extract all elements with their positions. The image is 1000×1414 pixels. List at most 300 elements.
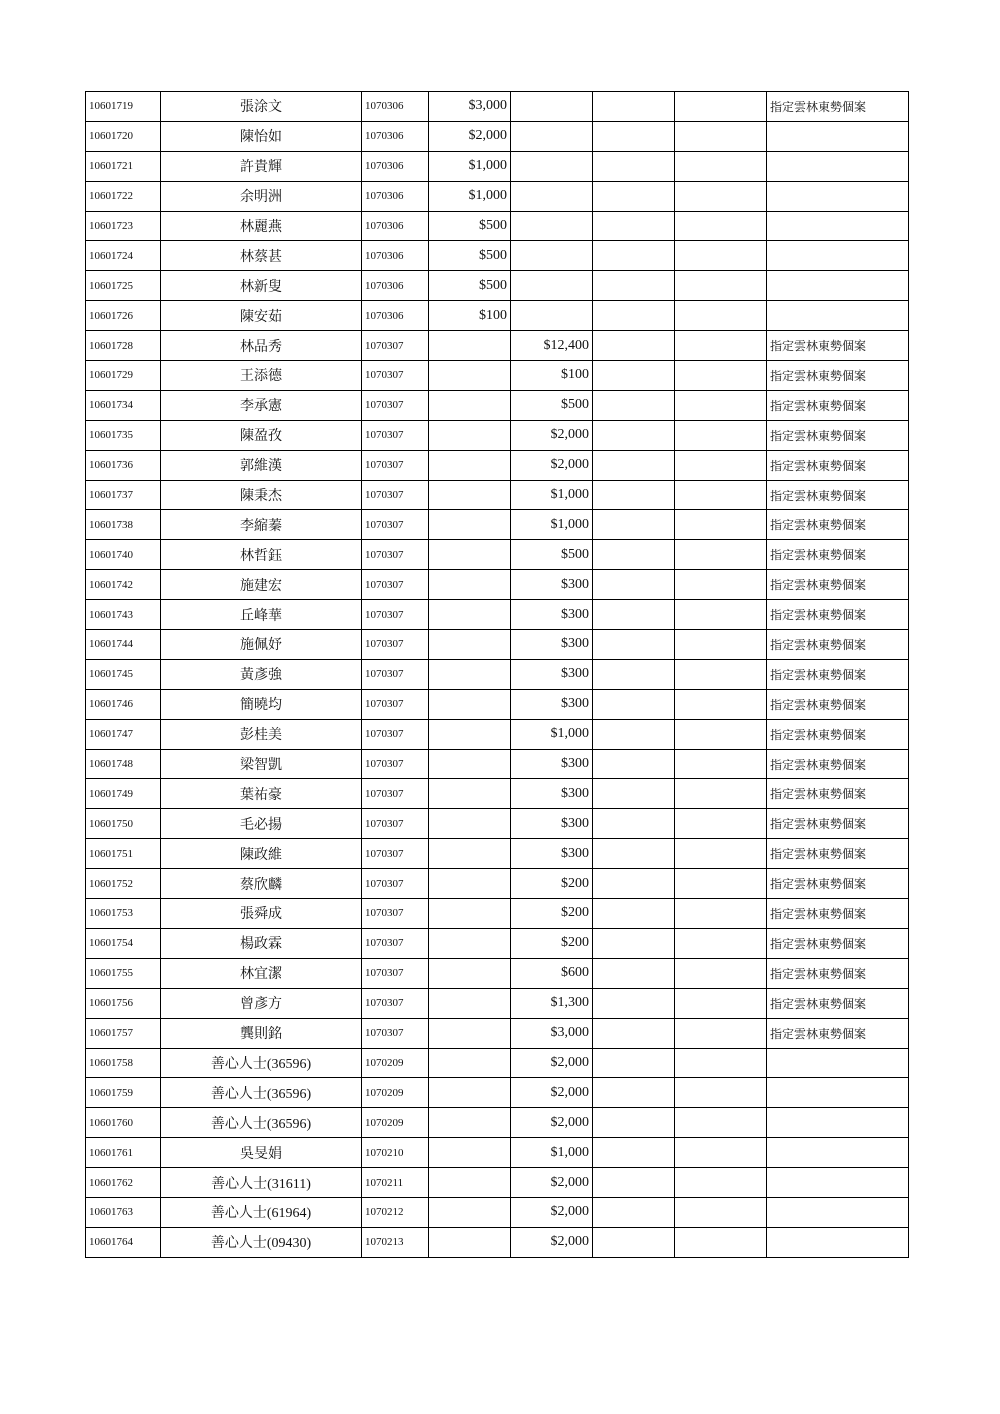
table-row bbox=[86, 659, 909, 689]
note-cell: 指定雲林東勢個案 bbox=[767, 869, 909, 899]
date-cell: 1070307 bbox=[362, 689, 429, 719]
note-cell: 指定雲林東勢個案 bbox=[767, 570, 909, 600]
note-cell bbox=[767, 271, 909, 301]
amount-cell-2: $300 bbox=[511, 809, 593, 839]
empty-cell bbox=[593, 1048, 675, 1078]
date-cell: 1070209 bbox=[362, 1108, 429, 1138]
amount-cell-2: $100 bbox=[511, 361, 593, 391]
note-cell: 指定雲林東勢個案 bbox=[767, 331, 909, 361]
receipt-number-cell: 10601747 bbox=[86, 719, 161, 749]
date-cell: 1070307 bbox=[362, 749, 429, 779]
empty-cell bbox=[593, 1018, 675, 1048]
empty-cell bbox=[675, 420, 767, 450]
amount-cell-2: $2,000 bbox=[511, 1227, 593, 1257]
date-cell: 1070306 bbox=[362, 92, 429, 122]
donor-name-cell: 施佩妤 bbox=[161, 630, 362, 660]
receipt-number-cell: 10601736 bbox=[86, 450, 161, 480]
empty-cell bbox=[675, 749, 767, 779]
donor-name-cell: 林新叟 bbox=[161, 271, 362, 301]
amount-cell-1 bbox=[429, 988, 511, 1018]
receipt-number-cell: 10601749 bbox=[86, 779, 161, 809]
note-cell: 指定雲林東勢個案 bbox=[767, 779, 909, 809]
receipt-number-cell: 10601750 bbox=[86, 809, 161, 839]
receipt-number-cell: 10601721 bbox=[86, 151, 161, 181]
empty-cell bbox=[675, 92, 767, 122]
empty-cell bbox=[593, 1168, 675, 1198]
empty-cell bbox=[675, 121, 767, 151]
amount-cell-1 bbox=[429, 899, 511, 929]
receipt-number-cell: 10601755 bbox=[86, 958, 161, 988]
amount-cell-2: $500 bbox=[511, 390, 593, 420]
amount-cell-2: $300 bbox=[511, 839, 593, 869]
donor-name-cell: 施建宏 bbox=[161, 570, 362, 600]
table-row bbox=[86, 1108, 909, 1138]
receipt-number-cell: 10601724 bbox=[86, 241, 161, 271]
donor-name-cell: 毛必揚 bbox=[161, 809, 362, 839]
date-cell: 1070307 bbox=[362, 869, 429, 899]
amount-cell-2: $200 bbox=[511, 928, 593, 958]
amount-cell-2: $1,000 bbox=[511, 719, 593, 749]
date-cell: 1070212 bbox=[362, 1197, 429, 1227]
donor-name-cell: 蔡欣麟 bbox=[161, 869, 362, 899]
donor-name-cell: 葉祐豪 bbox=[161, 779, 362, 809]
amount-cell-1 bbox=[429, 779, 511, 809]
note-cell: 指定雲林東勢個案 bbox=[767, 928, 909, 958]
note-cell: 指定雲林東勢個案 bbox=[767, 450, 909, 480]
table-row bbox=[86, 899, 909, 929]
amount-cell-2: $1,000 bbox=[511, 480, 593, 510]
date-cell: 1070213 bbox=[362, 1227, 429, 1257]
amount-cell-2 bbox=[511, 92, 593, 122]
amount-cell-2 bbox=[511, 181, 593, 211]
donor-name-cell: 善心人士(36596) bbox=[161, 1078, 362, 1108]
empty-cell bbox=[675, 390, 767, 420]
donor-name-cell: 彭桂美 bbox=[161, 719, 362, 749]
table-row bbox=[86, 420, 909, 450]
table-row bbox=[86, 1138, 909, 1168]
receipt-number-cell: 10601756 bbox=[86, 988, 161, 1018]
empty-cell bbox=[593, 181, 675, 211]
table-row bbox=[86, 928, 909, 958]
receipt-number-cell: 10601752 bbox=[86, 869, 161, 899]
note-cell bbox=[767, 1168, 909, 1198]
amount-cell-2: $12,400 bbox=[511, 331, 593, 361]
note-cell: 指定雲林東勢個案 bbox=[767, 809, 909, 839]
empty-cell bbox=[675, 1227, 767, 1257]
note-cell bbox=[767, 1078, 909, 1108]
empty-cell bbox=[675, 719, 767, 749]
empty-cell bbox=[593, 450, 675, 480]
receipt-number-cell: 10601720 bbox=[86, 121, 161, 151]
table-row bbox=[86, 390, 909, 420]
amount-cell-2: $1,000 bbox=[511, 510, 593, 540]
date-cell: 1070307 bbox=[362, 988, 429, 1018]
amount-cell-2 bbox=[511, 121, 593, 151]
empty-cell bbox=[593, 600, 675, 630]
amount-cell-2: $3,000 bbox=[511, 1018, 593, 1048]
note-cell: 指定雲林東勢個案 bbox=[767, 988, 909, 1018]
date-cell: 1070209 bbox=[362, 1078, 429, 1108]
empty-cell bbox=[675, 241, 767, 271]
date-cell: 1070307 bbox=[362, 600, 429, 630]
table-row bbox=[86, 181, 909, 211]
table-row bbox=[86, 450, 909, 480]
empty-cell bbox=[675, 988, 767, 1018]
receipt-number-cell: 10601735 bbox=[86, 420, 161, 450]
receipt-number-cell: 10601728 bbox=[86, 331, 161, 361]
amount-cell-2: $300 bbox=[511, 600, 593, 630]
donor-name-cell: 王添德 bbox=[161, 361, 362, 391]
amount-cell-1 bbox=[429, 749, 511, 779]
receipt-number-cell: 10601742 bbox=[86, 570, 161, 600]
donation-table bbox=[85, 91, 909, 1258]
amount-cell-2: $2,000 bbox=[511, 420, 593, 450]
empty-cell bbox=[593, 749, 675, 779]
receipt-number-cell: 10601734 bbox=[86, 390, 161, 420]
empty-cell bbox=[593, 570, 675, 600]
empty-cell bbox=[675, 899, 767, 929]
amount-cell-1 bbox=[429, 1227, 511, 1257]
table-row bbox=[86, 510, 909, 540]
amount-cell-1: $3,000 bbox=[429, 92, 511, 122]
note-cell: 指定雲林東勢個案 bbox=[767, 510, 909, 540]
empty-cell bbox=[675, 271, 767, 301]
date-cell: 1070307 bbox=[362, 659, 429, 689]
table-row bbox=[86, 839, 909, 869]
receipt-number-cell: 10601725 bbox=[86, 271, 161, 301]
amount-cell-1 bbox=[429, 510, 511, 540]
table-row bbox=[86, 779, 909, 809]
empty-cell bbox=[593, 92, 675, 122]
amount-cell-1 bbox=[429, 958, 511, 988]
amount-cell-1 bbox=[429, 839, 511, 869]
table-row bbox=[86, 331, 909, 361]
empty-cell bbox=[675, 510, 767, 540]
empty-cell bbox=[593, 271, 675, 301]
table-row bbox=[86, 869, 909, 899]
empty-cell bbox=[675, 1108, 767, 1138]
amount-cell-1 bbox=[429, 1108, 511, 1138]
amount-cell-2 bbox=[511, 301, 593, 331]
table-row bbox=[86, 749, 909, 779]
amount-cell-1 bbox=[429, 1197, 511, 1227]
empty-cell bbox=[593, 510, 675, 540]
date-cell: 1070307 bbox=[362, 390, 429, 420]
empty-cell bbox=[593, 928, 675, 958]
donor-name-cell: 曾彥方 bbox=[161, 988, 362, 1018]
empty-cell bbox=[593, 1078, 675, 1108]
donor-name-cell: 林品秀 bbox=[161, 331, 362, 361]
date-cell: 1070211 bbox=[362, 1168, 429, 1198]
table-row bbox=[86, 719, 909, 749]
note-cell: 指定雲林東勢個案 bbox=[767, 899, 909, 929]
amount-cell-1 bbox=[429, 1078, 511, 1108]
empty-cell bbox=[675, 630, 767, 660]
donor-name-cell: 余明洲 bbox=[161, 181, 362, 211]
table-row bbox=[86, 988, 909, 1018]
amount-cell-1 bbox=[429, 420, 511, 450]
table-row bbox=[86, 151, 909, 181]
amount-cell-2: $2,000 bbox=[511, 1078, 593, 1108]
donor-name-cell: 善心人士(09430) bbox=[161, 1227, 362, 1257]
amount-cell-1 bbox=[429, 659, 511, 689]
note-cell: 指定雲林東勢個案 bbox=[767, 749, 909, 779]
empty-cell bbox=[593, 899, 675, 929]
table-row bbox=[86, 301, 909, 331]
note-cell: 指定雲林東勢個案 bbox=[767, 420, 909, 450]
donor-name-cell: 李縮蓁 bbox=[161, 510, 362, 540]
empty-cell bbox=[593, 630, 675, 660]
amount-cell-2: $300 bbox=[511, 749, 593, 779]
empty-cell bbox=[675, 1078, 767, 1108]
table-row bbox=[86, 211, 909, 241]
empty-cell bbox=[593, 839, 675, 869]
date-cell: 1070307 bbox=[362, 450, 429, 480]
amount-cell-1 bbox=[429, 630, 511, 660]
empty-cell bbox=[593, 809, 675, 839]
amount-cell-1 bbox=[429, 600, 511, 630]
amount-cell-1 bbox=[429, 1048, 511, 1078]
note-cell bbox=[767, 121, 909, 151]
amount-cell-2: $300 bbox=[511, 659, 593, 689]
empty-cell bbox=[675, 1197, 767, 1227]
donor-name-cell: 陳安茹 bbox=[161, 301, 362, 331]
date-cell: 1070307 bbox=[362, 779, 429, 809]
empty-cell bbox=[675, 1168, 767, 1198]
amount-cell-2: $2,000 bbox=[511, 450, 593, 480]
amount-cell-1 bbox=[429, 809, 511, 839]
amount-cell-2 bbox=[511, 151, 593, 181]
empty-cell bbox=[593, 719, 675, 749]
amount-cell-1 bbox=[429, 719, 511, 749]
receipt-number-cell: 10601753 bbox=[86, 899, 161, 929]
donor-name-cell: 陳盈孜 bbox=[161, 420, 362, 450]
donor-name-cell: 吳旻娟 bbox=[161, 1138, 362, 1168]
receipt-number-cell: 10601723 bbox=[86, 211, 161, 241]
empty-cell bbox=[675, 540, 767, 570]
note-cell: 指定雲林東勢個案 bbox=[767, 659, 909, 689]
date-cell: 1070306 bbox=[362, 301, 429, 331]
table-row bbox=[86, 92, 909, 122]
donor-name-cell: 張涂文 bbox=[161, 92, 362, 122]
empty-cell bbox=[593, 1108, 675, 1138]
donor-name-cell: 林蔡甚 bbox=[161, 241, 362, 271]
receipt-number-cell: 10601757 bbox=[86, 1018, 161, 1048]
empty-cell bbox=[675, 958, 767, 988]
table-row bbox=[86, 1168, 909, 1198]
date-cell: 1070306 bbox=[362, 151, 429, 181]
date-cell: 1070306 bbox=[362, 241, 429, 271]
empty-cell bbox=[675, 211, 767, 241]
empty-cell bbox=[675, 480, 767, 510]
note-cell: 指定雲林東勢個案 bbox=[767, 689, 909, 719]
date-cell: 1070307 bbox=[362, 1018, 429, 1048]
amount-cell-2: $300 bbox=[511, 779, 593, 809]
empty-cell bbox=[593, 689, 675, 719]
receipt-number-cell: 10601729 bbox=[86, 361, 161, 391]
empty-cell bbox=[675, 570, 767, 600]
donor-name-cell: 善心人士(36596) bbox=[161, 1048, 362, 1078]
amount-cell-1 bbox=[429, 450, 511, 480]
date-cell: 1070306 bbox=[362, 271, 429, 301]
date-cell: 1070307 bbox=[362, 420, 429, 450]
receipt-number-cell: 10601754 bbox=[86, 928, 161, 958]
amount-cell-2: $200 bbox=[511, 869, 593, 899]
empty-cell bbox=[675, 151, 767, 181]
date-cell: 1070306 bbox=[362, 181, 429, 211]
donor-name-cell: 許貴輝 bbox=[161, 151, 362, 181]
empty-cell bbox=[593, 331, 675, 361]
amount-cell-1: $2,000 bbox=[429, 121, 511, 151]
amount-cell-1 bbox=[429, 570, 511, 600]
table-row bbox=[86, 1018, 909, 1048]
amount-cell-2: $2,000 bbox=[511, 1197, 593, 1227]
table-row bbox=[86, 1048, 909, 1078]
donor-name-cell: 林麗燕 bbox=[161, 211, 362, 241]
note-cell bbox=[767, 1138, 909, 1168]
amount-cell-2: $300 bbox=[511, 630, 593, 660]
receipt-number-cell: 10601744 bbox=[86, 630, 161, 660]
donor-name-cell: 善心人士(61964) bbox=[161, 1197, 362, 1227]
donor-name-cell: 林宜潔 bbox=[161, 958, 362, 988]
note-cell bbox=[767, 1108, 909, 1138]
note-cell bbox=[767, 1227, 909, 1257]
empty-cell bbox=[675, 779, 767, 809]
date-cell: 1070307 bbox=[362, 540, 429, 570]
note-cell: 指定雲林東勢個案 bbox=[767, 361, 909, 391]
empty-cell bbox=[675, 659, 767, 689]
amount-cell-2: $2,000 bbox=[511, 1108, 593, 1138]
amount-cell-1 bbox=[429, 390, 511, 420]
note-cell bbox=[767, 1197, 909, 1227]
receipt-number-cell: 10601722 bbox=[86, 181, 161, 211]
note-cell: 指定雲林東勢個案 bbox=[767, 630, 909, 660]
amount-cell-2: $1,300 bbox=[511, 988, 593, 1018]
empty-cell bbox=[675, 689, 767, 719]
empty-cell bbox=[593, 1138, 675, 1168]
amount-cell-2: $600 bbox=[511, 958, 593, 988]
table-row bbox=[86, 809, 909, 839]
note-cell: 指定雲林東勢個案 bbox=[767, 540, 909, 570]
amount-cell-1: $100 bbox=[429, 301, 511, 331]
receipt-number-cell: 10601719 bbox=[86, 92, 161, 122]
receipt-number-cell: 10601764 bbox=[86, 1227, 161, 1257]
note-cell bbox=[767, 241, 909, 271]
table-row bbox=[86, 480, 909, 510]
amount-cell-1: $500 bbox=[429, 271, 511, 301]
receipt-number-cell: 10601751 bbox=[86, 839, 161, 869]
empty-cell bbox=[593, 211, 675, 241]
date-cell: 1070307 bbox=[362, 809, 429, 839]
amount-cell-2: $2,000 bbox=[511, 1168, 593, 1198]
date-cell: 1070307 bbox=[362, 570, 429, 600]
note-cell: 指定雲林東勢個案 bbox=[767, 958, 909, 988]
table-row bbox=[86, 570, 909, 600]
donor-name-cell: 張舜成 bbox=[161, 899, 362, 929]
amount-cell-2: $2,000 bbox=[511, 1048, 593, 1078]
donor-name-cell: 李承憲 bbox=[161, 390, 362, 420]
empty-cell bbox=[675, 301, 767, 331]
empty-cell bbox=[593, 480, 675, 510]
table-row bbox=[86, 121, 909, 151]
note-cell: 指定雲林東勢個案 bbox=[767, 719, 909, 749]
amount-cell-2 bbox=[511, 211, 593, 241]
date-cell: 1070307 bbox=[362, 899, 429, 929]
date-cell: 1070307 bbox=[362, 331, 429, 361]
receipt-number-cell: 10601738 bbox=[86, 510, 161, 540]
amount-cell-1 bbox=[429, 540, 511, 570]
amount-cell-1 bbox=[429, 1168, 511, 1198]
amount-cell-2: $300 bbox=[511, 570, 593, 600]
amount-cell-1: $500 bbox=[429, 211, 511, 241]
receipt-number-cell: 10601737 bbox=[86, 480, 161, 510]
amount-cell-1: $1,000 bbox=[429, 151, 511, 181]
amount-cell-2 bbox=[511, 241, 593, 271]
donor-name-cell: 陳怡如 bbox=[161, 121, 362, 151]
table-row bbox=[86, 540, 909, 570]
empty-cell bbox=[593, 958, 675, 988]
empty-cell bbox=[593, 390, 675, 420]
amount-cell-1 bbox=[429, 689, 511, 719]
empty-cell bbox=[593, 779, 675, 809]
empty-cell bbox=[675, 450, 767, 480]
note-cell bbox=[767, 181, 909, 211]
note-cell: 指定雲林東勢個案 bbox=[767, 839, 909, 869]
donor-name-cell: 林哲鈺 bbox=[161, 540, 362, 570]
receipt-number-cell: 10601746 bbox=[86, 689, 161, 719]
empty-cell bbox=[593, 988, 675, 1018]
empty-cell bbox=[593, 420, 675, 450]
empty-cell bbox=[675, 181, 767, 211]
amount-cell-1: $1,000 bbox=[429, 181, 511, 211]
table-row bbox=[86, 689, 909, 719]
donor-name-cell: 黃彥強 bbox=[161, 659, 362, 689]
note-cell bbox=[767, 151, 909, 181]
receipt-number-cell: 10601745 bbox=[86, 659, 161, 689]
date-cell: 1070307 bbox=[362, 928, 429, 958]
table-row bbox=[86, 361, 909, 391]
donor-name-cell: 丘峰華 bbox=[161, 600, 362, 630]
empty-cell bbox=[675, 869, 767, 899]
note-cell: 指定雲林東勢個案 bbox=[767, 600, 909, 630]
date-cell: 1070307 bbox=[362, 510, 429, 540]
receipt-number-cell: 10601760 bbox=[86, 1108, 161, 1138]
date-cell: 1070306 bbox=[362, 121, 429, 151]
table-row bbox=[86, 241, 909, 271]
receipt-number-cell: 10601761 bbox=[86, 1138, 161, 1168]
donor-name-cell: 善心人士(31611) bbox=[161, 1168, 362, 1198]
date-cell: 1070306 bbox=[362, 211, 429, 241]
note-cell: 指定雲林東勢個案 bbox=[767, 1018, 909, 1048]
empty-cell bbox=[593, 301, 675, 331]
amount-cell-1 bbox=[429, 1138, 511, 1168]
receipt-number-cell: 10601743 bbox=[86, 600, 161, 630]
amount-cell-1 bbox=[429, 331, 511, 361]
donor-name-cell: 陳政維 bbox=[161, 839, 362, 869]
empty-cell bbox=[593, 361, 675, 391]
date-cell: 1070307 bbox=[362, 839, 429, 869]
note-cell: 指定雲林東勢個案 bbox=[767, 390, 909, 420]
date-cell: 1070307 bbox=[362, 958, 429, 988]
amount-cell-2: $300 bbox=[511, 689, 593, 719]
empty-cell bbox=[675, 839, 767, 869]
amount-cell-1 bbox=[429, 480, 511, 510]
receipt-number-cell: 10601762 bbox=[86, 1168, 161, 1198]
table-row bbox=[86, 600, 909, 630]
empty-cell bbox=[675, 600, 767, 630]
donor-name-cell: 簡曉均 bbox=[161, 689, 362, 719]
empty-cell bbox=[675, 928, 767, 958]
